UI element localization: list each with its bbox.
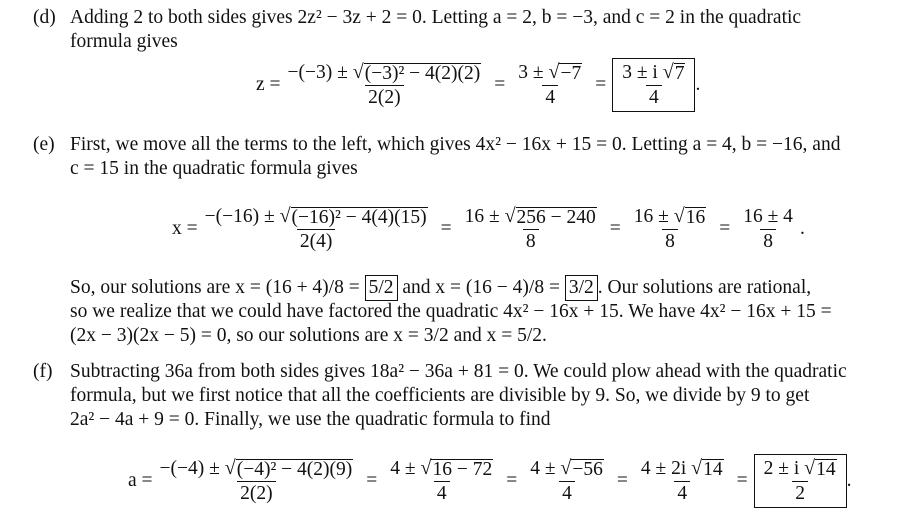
fraction bbox=[619, 61, 688, 109]
radical: √ 256 − 240 bbox=[504, 205, 596, 228]
fraction bbox=[462, 205, 600, 253]
part-e-line-5: (2x − 3)(2x − 5) = 0, so our solutions are x = 3/2 and x = 5/2. bbox=[70, 325, 547, 346]
fraction bbox=[285, 61, 485, 109]
radicand: −56 bbox=[572, 459, 603, 480]
numerator-text: 2 ± i bbox=[763, 458, 800, 479]
radical: √ (−4)² − 4(2)(9) bbox=[224, 457, 353, 480]
radicand: (−16)² − 4(4)(15) bbox=[291, 207, 427, 228]
radicand: (−3)² − 4(2)(2) bbox=[364, 63, 481, 84]
fraction bbox=[157, 457, 357, 505]
numerator-text: −(−4) ± bbox=[159, 458, 220, 479]
part-f-line-1: Subtracting 36a from both sides gives 18a² − 36a + 81 = 0. We could plow ahead with the quadratic bbox=[70, 361, 847, 382]
eq-var: x = bbox=[172, 218, 198, 239]
radical: √ −56 bbox=[560, 457, 603, 480]
eq-var: z = bbox=[256, 74, 281, 95]
numerator-text: 16 ± 4 bbox=[743, 205, 793, 227]
radicand: 16 bbox=[685, 207, 706, 228]
denominator: 8 bbox=[523, 229, 539, 253]
boxed-answer: 5/2 bbox=[365, 275, 398, 301]
numerator-text: −(−16) ± bbox=[204, 206, 275, 227]
denominator: 4 bbox=[674, 481, 690, 505]
radicand: 7 bbox=[674, 63, 685, 84]
denominator: 2(4) bbox=[297, 229, 336, 253]
radicand: 14 bbox=[816, 459, 836, 480]
radical: √ 16 − 72 bbox=[420, 457, 493, 480]
part-d-line-2: formula gives bbox=[70, 31, 178, 52]
part-d-label: (d) bbox=[33, 7, 56, 28]
part-f-line-3: 2a² − 4a + 9 = 0. Finally, we use the quadratic formula to find bbox=[70, 409, 551, 430]
part-d-line-1: Adding 2 to both sides gives 2z² − 3z + 2 = 0. Letting a = 2, b = −3, and c = 2 in the quadratic bbox=[70, 7, 802, 28]
fraction bbox=[202, 205, 431, 253]
numerator-text: 4 ± 2i bbox=[640, 458, 687, 479]
fraction bbox=[387, 457, 496, 505]
radicand: (−4)² − 4(2)(9) bbox=[236, 459, 353, 480]
period: . bbox=[846, 470, 852, 491]
fraction bbox=[515, 61, 585, 109]
numerator-text: −(−3) ± bbox=[287, 62, 348, 83]
fraction bbox=[527, 457, 607, 505]
denominator: 2(2) bbox=[365, 85, 404, 109]
part-e-line-3 bbox=[70, 275, 811, 301]
numerator-text: 16 ± bbox=[633, 206, 669, 227]
denominator: 4 bbox=[434, 481, 450, 505]
period: . bbox=[799, 218, 805, 239]
radical: √ (−3)² − 4(2)(2) bbox=[352, 61, 481, 84]
denominator: 8 bbox=[662, 229, 678, 253]
numerator-text: 4 ± bbox=[530, 458, 556, 479]
radical: √ 7 bbox=[662, 61, 685, 84]
text-run: So, our solutions are x = (16 + 4)/8 = bbox=[70, 277, 360, 298]
part-d-equation: z = −(−3) ± √ (−3)² − 4(2)(2) 2(2) = 3 ± √ −7 4 = 3 ± i √ 7 4 . bbox=[256, 56, 700, 114]
radicand: 256 − 240 bbox=[516, 207, 596, 228]
numerator-text: 4 ± bbox=[390, 458, 416, 479]
text-run: and x = (16 − 4)/8 = bbox=[402, 277, 560, 298]
part-f-equation: a = −(−4) ± √ (−4)² − 4(2)(9) 2(2) = 4 ± √ 16 − 72 4 = 4 ± √ −56 4 = 4 ± 2i √ 14 4 = 2 ± i √ 14 2 . bbox=[128, 452, 851, 510]
part-e-line-1: First, we move all the terms to the left, which gives 4x² − 16x + 15 = 0. Letting a = 4, b = −16, and bbox=[70, 134, 841, 155]
radical: √ 14 bbox=[804, 457, 836, 480]
radical: √ 16 bbox=[673, 205, 706, 228]
part-e-line-2: c = 15 in the quadratic formula gives bbox=[70, 158, 358, 179]
denominator: 2(2) bbox=[237, 481, 276, 505]
fraction bbox=[638, 457, 727, 505]
part-e-label: (e) bbox=[33, 134, 55, 155]
denominator: 2 bbox=[792, 481, 808, 505]
fraction bbox=[761, 457, 840, 505]
part-f-label: (f) bbox=[33, 361, 53, 382]
numerator-text: 3 ± bbox=[518, 62, 544, 83]
fraction bbox=[740, 206, 796, 253]
boxed-answer bbox=[612, 58, 695, 112]
denominator: 4 bbox=[542, 85, 558, 109]
text-run: . Our solutions are rational, bbox=[597, 277, 812, 298]
radicand: −7 bbox=[560, 63, 582, 84]
denominator: 8 bbox=[760, 229, 776, 253]
radical: √ −7 bbox=[548, 61, 582, 84]
period: . bbox=[695, 74, 701, 95]
boxed-answer: 3/2 bbox=[565, 275, 598, 301]
radicand: 14 bbox=[703, 459, 723, 480]
eq-var: a = bbox=[128, 470, 153, 491]
denominator: 4 bbox=[646, 85, 662, 109]
part-e-equation: x = −(−16) ± √ (−16)² − 4(4)(15) 2(4) = 16 ± √ 256 − 240 8 = 16 ± √ 16 8 = $\frac{16 \pm 4}{8}$ . bbox=[172, 205, 805, 252]
numerator-text: 3 ± i bbox=[622, 62, 658, 83]
part-e-line-4: so we realize that we could have factored the quadratic 4x² − 16x + 15. We have 4x² − 16x + 15 = bbox=[70, 301, 832, 322]
boxed-answer bbox=[754, 454, 847, 508]
fraction bbox=[631, 205, 709, 253]
denominator: 4 bbox=[559, 481, 575, 505]
part-f-line-2: formula, but we first notice that all the coefficients are divisible by 9. So, we divide by 9 to get bbox=[70, 385, 810, 406]
radical: √ (−16)² − 4(4)(15) bbox=[279, 205, 427, 228]
numerator-text: 16 ± bbox=[464, 206, 500, 227]
radicand: 16 − 72 bbox=[432, 459, 493, 480]
radical: √ 14 bbox=[691, 457, 723, 480]
